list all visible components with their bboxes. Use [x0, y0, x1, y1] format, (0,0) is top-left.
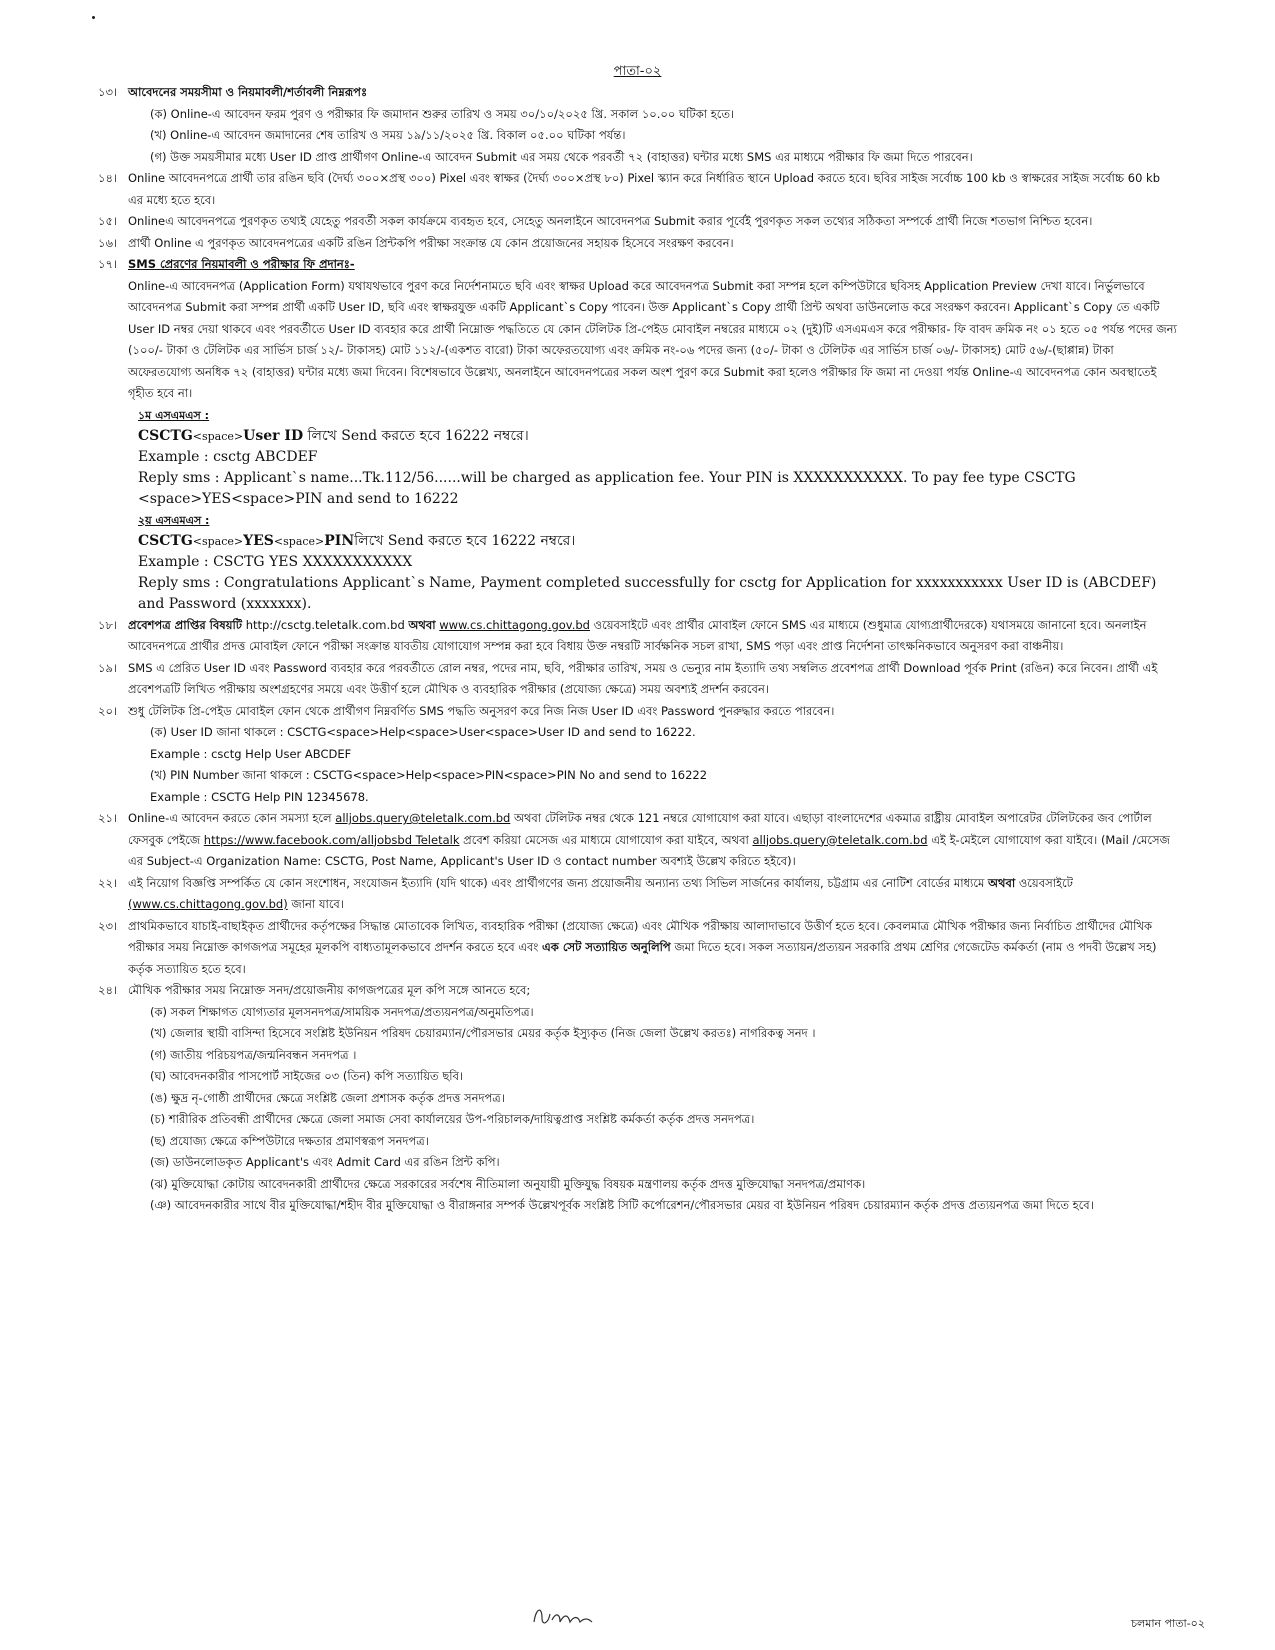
clause-sub-b: (খ) Online-এ আবেদন জমাদানের শেষ তারিখ ও সময় ১৯/১১/২০২৫ খ্রি. বিকাল ০৫.০০ ঘটিকা পর্যন্ত।	[150, 128, 626, 142]
clause-19	[98, 658, 1178, 701]
clause-text-1: প্রাথমিকভাবে যাচাই-বাছাইকৃত প্রার্থীদের কর্তৃপক্ষের সিদ্ধান্ত মোতাবেক লিখিত, ব্যবহারিক পরীক্ষা (প্রযোজ্য ক্ষেত্রে) এবং মৌখিক পরীক্ষায় আলাদাভাবে উত্তীর্ণ হতে হবে। কেবলমাত্র মৌখিক পরীক্ষার জন্য নির্বাচিত প্রার্থীদের মৌখিক পরীক্ষার সময় নিম্নোক্ত কাগজপত্র সমূহের মূলকপি বাধ্যতামূলকভাবে প্রদর্শন করতে হবে এবং	[128, 918, 1153, 954]
clause-text: মৌখিক পরীক্ষার সময় নিম্নোক্ত সনদ/প্রয়োজনীয় কাগজপত্রের মূল কপি সঙ্গে আনতে হবে;	[128, 983, 531, 997]
website-link[interactable]: (www.cs.chittagong.gov.bd)	[128, 897, 288, 911]
sms2-command	[138, 531, 1178, 552]
scan-speck	[92, 16, 95, 19]
clause-number: ২১।	[98, 811, 118, 825]
clause-21	[98, 808, 1178, 873]
clause-number: ২২।	[98, 875, 118, 890]
email-link[interactable]: alljobs.query@teletalk.com.bd	[335, 811, 511, 825]
clause-22	[98, 873, 1178, 916]
sms2-cmd-b: <space>	[192, 534, 244, 548]
doc-list-item: (গ) জাতীয় পরিচয়পত্র/জন্মনিবন্ধন সনদপত্র ।	[150, 1047, 357, 1062]
clause-number: ১৬।	[98, 235, 118, 250]
clause-text-2: ওয়েবসাইটে	[1018, 875, 1073, 890]
continued-label: চলমান পাতা-০২	[1131, 1617, 1205, 1630]
doc-list-item: (জ) ডাউনলোডকৃত Applicant's এবং Admit Card এর রঙিন প্রিন্ট কপি।	[150, 1155, 500, 1169]
clause-number: ১৭।	[98, 257, 118, 271]
sms1-command	[138, 426, 1178, 447]
or-word: অথবা	[408, 617, 436, 632]
clause-title: SMS প্রেরণের নিয়মাবলী ও পরীক্ষার ফি প্রদানঃ-	[128, 257, 355, 271]
clause-text-4: এই ই-মেইলে যোগাযোগ করা যাইবে। (Mail /মেসেজ এর Subject-এ Organization Name: CSCTG, Post Name, Applicant's User ID ও contact number অবশ্যই উল্লেখ করিতে হইবে)।	[128, 832, 1170, 868]
clause-text-2: অথবা টেলিটক নম্বর থেকে 121 নম্বরে যোগাযোগ করা যাবে। এছাড়া বাংলাদেশের একমাত্র রাষ্ট্রীয় মোবাইল অপারেটর টেলিটকের জব পোর্টাল ফেসবুক পেইজে	[128, 811, 1152, 847]
sms2-cmd-f: লিখে Send করতে হবে 16222 নম্বরে।	[354, 532, 576, 549]
clause-number: ১৩।	[98, 85, 118, 99]
facebook-link[interactable]: https://www.facebook.com/alljobsbd Teletalk	[203, 832, 460, 847]
doc-list-item: (ঝ) মুক্তিযোদ্ধা কোটায় আবেদনকারী প্রার্থীদের ক্ষেত্রে সরকারের সর্বশেষ নীতিমালা অনুযায়ী মুক্তিযুদ্ধ বিষয়ক মন্ত্রণালয় কর্তৃক প্রদত্ত মুক্তিযোদ্ধা সনদপত্র/প্রমাণক।	[150, 1176, 866, 1191]
clause-number: ২০।	[98, 703, 118, 718]
doc-list-item: (ঙ) ক্ষুদ্র নৃ-গোষ্ঠী প্রার্থীদের ক্ষেত্রে সংশ্লিষ্ট জেলা প্রশাসক কর্তৃক প্রদত্ত সনদপত্র।	[150, 1090, 505, 1105]
clause-number: ২৩।	[98, 918, 118, 933]
admit-url-link[interactable]: http://csctg.teletalk.com.bd	[245, 617, 405, 632]
sms1-example: Example : csctg ABCDEF	[138, 448, 318, 465]
sms2-cmd-e: PIN	[324, 532, 355, 549]
sms-instructions	[98, 405, 1178, 615]
clause-text: Online-এ আবেদনপত্র (Application Form) যথাযথভাবে পুরণ করে নির্দেশনামতে ছবি এবং স্বাক্ষর Upload করে আবেদনপত্র Submit করা সম্পন্ন হলে কম্পিউটারে ছবিসহ Application Preview দেখা যাবে। নির্ভুলভাবে আবেদনপত্র Submit করা সম্পন্ন প্রার্থী একটি User ID, ছবি এবং স্বাক্ষরযুক্ত একটি Applicant`s Copy পাবেন। উক্ত Applicant`s Copy প্রার্থী প্রিন্ট অথবা ডাউনলোড করে সংরক্ষণ করবেন। Applicant`s Copy তে একটি User ID নম্বর দেয়া থাকবে এবং পরবর্তীতে User ID ব্যবহার করে প্রার্থী নিম্নোক্ত পদ্ধতিতে যে কোন টেলিটক প্রি-পেইড মোবাইল নম্বরের মাধ্যমে ০২ (দুই)টি এসএমএস করে পরীক্ষার- ফি বাবদ ক্রমিক নং ০১ হতে ০৫ পর্যন্ত পদের জন্য (১০০/- টাকা ও টেলিটক এর সার্ভিস চার্জ ১২/- টাকাসহ) মোট ১১২/-(একশত বারো) টাকা অফেরতযোগ্য এবং ক্রমিক নং-০৬ পদের জন্য (৫০/- টাকা ও টেলিটক এর সার্ভিস চার্জ ০৬/- টাকাসহ) মোট ৫৬/-(ছাপ্পান্ন) টাকা অফেরতযোগ্য অনধিক ৭২ (বাহাত্তর) ঘন্টার মধ্যে জমা দিবেন। বিশেষভাবে উল্লেখ্য, অনলাইনে আবেদনপত্রের সকল অংশ পুরণ করে Submit করা হলেও পরীক্ষার ফি জমা না দেওয়া পর্যন্ত Online-এ আবেদনপত্র কোন অবস্থাতেই গৃহীত হবে না।	[128, 278, 1177, 400]
clause-sub-a: (ক) Online-এ আবেদন ফরম পুরণ ও পরীক্ষার ফি জমাদান শুরুর তারিখ ও সময় ৩০/১০/২০২৫ খ্রি. সকাল ১০.০০ ঘটিকা হতে।	[150, 106, 735, 121]
page-number: পাতা-০২	[613, 64, 662, 79]
clause-text-3: জানা যাবে।	[291, 897, 344, 911]
doc-list-item: (ক) সকল শিক্ষাগত যোগ্যতার মূলসনদপত্র/সাময়িক সনদপত্র/প্রত্যয়নপত্র/অনুমতিপত্র।	[150, 1004, 534, 1019]
clause-18	[98, 615, 1178, 658]
clause-text: Online আবেদনপত্রে প্রার্থী তার রঙিন ছবি (দৈর্ঘ্য ৩০০×প্রস্থ ৩০০) Pixel এবং স্বাক্ষর (দৈর্ঘ্য ৩০০×প্রস্থ ৮০) Pixel স্ক্যান করে নির্ধারিত স্থানে Upload করতে হবে। ছবির সাইজ সর্বোচ্চ 100 kb ও স্বাক্ষরের সাইজ সর্বোচ্চ 60 kb এর মধ্যে হতে হবে।	[128, 171, 1160, 207]
document-body	[98, 82, 1178, 1217]
sms1-cmd-d: লিখে Send করতে হবে 16222 নম্বরে।	[303, 427, 529, 444]
clause-text: ওয়েবসাইটে এবং প্রার্থীর মোবাইল ফোনে SMS এর মাধ্যমে (শুধুমাত্র যোগ্যপ্রার্থীদেরকে) যথাসময়ে জানানো হবে। অনলাইন আবেদনপত্রে প্রার্থীর প্রদত্ত মোবাইল ফোনে পরীক্ষা সংক্রান্ত যাবতীয় যোগাযোগ সম্পন্ন করা হবে বিধায় উক্ত নম্বরটি সার্বক্ষনিক সচল রাখা, SMS পড়া এবং প্রাপ্ত নির্দেশনা তাৎক্ষনিকভাবে অনুসরণ করা বাঞ্চনীয়।	[128, 617, 1147, 653]
clause-text: শুধু টেলিটক প্রি-পেইড মোবাইল ফোন থেকে প্রার্থীগণ নিম্নবর্ণিত SMS পদ্ধতি অনুসরণ করে নিজ নিজ User ID এবং Password পুনরুদ্ধার করতে পারবেন।	[128, 703, 835, 718]
clause-text-2: জমা দিতে হবে। সকল সত্যায়ন/প্রত্যয়ন সরকারি প্রথম শ্রেণির গেজেটেড কর্মকর্তা (নাম ও পদবী উল্লেখ সহ) কর্তৃক সত্যায়িত হতে হবে।	[128, 940, 1157, 976]
clause-title: আবেদনের সময়সীমা ও নিয়মাবলী/শর্তাবলী নিম্নরূপঃ	[128, 85, 368, 99]
clause-number: ১৫।	[98, 214, 118, 228]
sms1-cmd-b: <space>	[192, 429, 244, 443]
clause-24	[98, 980, 1178, 1217]
clause-16	[98, 233, 1178, 255]
sms2-heading: ২য় এসএমএস :	[138, 513, 210, 527]
sms2-reply: Reply sms : Congratulations Applicant`s Name, Payment completed successfully for csctg for Application for xxxxxxxxxxx User ID is (ABCDEF) and Password (xxxxxxx).	[138, 574, 1157, 612]
sms1-cmd-c: User ID	[243, 427, 304, 444]
clause-23	[98, 916, 1178, 981]
clause-text-3: প্রবেশ করিয়া মেসেজ এর মাধ্যমে যোগাযোগ করা যাইবে, অথবা	[463, 832, 749, 847]
clause-sub-b-example: Example : CSCTG Help PIN 12345678.	[150, 789, 369, 804]
clause-text: প্রার্থী Online এ পুরণকৃত আবেদনপত্রের একটি রঙিন প্রিন্টকপি পরীক্ষা সংক্রান্ত যে কোন প্রয়োজনের সহায়ক হিসেবে সংরক্ষণ করবেন।	[128, 235, 734, 250]
email-link-2[interactable]: alljobs.query@teletalk.com.bd	[752, 832, 928, 847]
sms1-reply: Reply sms : Applicant`s name...Tk.112/56......will be charged as application fee. Your PIN is XXXXXXXXXXX. To pay fee type CSCTG <space>YES<space>PIN and send to 16222	[138, 469, 1076, 507]
clause-14	[98, 168, 1178, 211]
doc-list-item: (ঘ) আবেদনকারীর পাসপোর্ট সাইজের ০৩ (তিন) কপি সত্যায়িত ছবি।	[150, 1069, 464, 1083]
doc-list-item: (ছ) প্রযোজ্য ক্ষেত্রে কম্পিউটারে দক্ষতার প্রমাণস্বরূপ সনদপত্র।	[150, 1133, 429, 1148]
clause-text: Onlineএ আবেদনপত্রে পুরণকৃত তথ্যই যেহেতু পরবর্তী সকল কার্যক্রমে ব্যবহৃত হবে, সেহেতু অনলাইনে আবেদনপত্র Submit করার পূর্বেই পুরণকৃত সকল তথ্যের সঠিকতা সম্পর্কে প্রার্থী নিজে শতভাগ নিশ্চিত হবেন।	[128, 214, 1093, 228]
clause-text-1: এই নিয়োগ বিজ্ঞপ্তি সম্পর্কিত যে কোন সংশোধন, সংযোজন ইত্যাদি (যদি থাকে) এবং প্রার্থীগণের জন্য প্রয়োজনীয় অন্যান্য তথ্য সিভিল সার্জনের কার্যালয়, চট্টগ্রাম এর নোটিশ বোর্ডের মাধ্যমে	[128, 875, 985, 890]
clause-15	[98, 211, 1178, 233]
clause-number: ১৯।	[98, 660, 118, 675]
clause-17	[98, 254, 1178, 405]
clause-bold: এক সেট সত্যায়িত অনুলিপি	[542, 940, 671, 954]
clause-sub-a: (ক) User ID জানা থাকলে : CSCTG<space>Help<space>User<space>User ID and send to 16222.	[150, 725, 696, 739]
sms2-cmd-a: CSCTG	[138, 532, 193, 549]
clause-sub-b: (খ) PIN Number জানা থাকলে : CSCTG<space>Help<space>PIN<space>PIN No and send to 16222	[150, 768, 708, 782]
clause-20	[98, 701, 1178, 809]
clause-sub-c: (গ) উক্ত সময়সীমার মধ্যে User ID প্রাপ্ত প্রার্থীগণ Online-এ আবেদন Submit এর সময় থেকে পরবর্তী ৭২ (বাহাত্তর) ঘন্টার মধ্যে SMS এর মাধ্যমে পরীক্ষার ফি জমা দিতে পারবেন।	[150, 149, 973, 164]
clause-text-1: Online-এ আবেদন করতে কোন সমস্যা হলে	[128, 811, 332, 825]
sms1-cmd-a: CSCTG	[138, 427, 193, 444]
clause-sub-a-example: Example : csctg Help User ABCDEF	[150, 746, 352, 761]
sms2-cmd-c: YES	[243, 532, 274, 549]
or-word: অথবা	[988, 875, 1016, 890]
doc-list-item: (চ) শারীরিক প্রতিবন্ধী প্রার্থীদের ক্ষেত্রে জেলা সমাজ সেবা কার্যালয়ের উপ-পরিচালক/দায়িত্বপ্রাপ্ত সংশ্লিষ্ট কর্মকর্তা কর্তৃক প্রদত্ত সনদপত্র।	[150, 1112, 755, 1126]
doc-list-item: (খ) জেলার স্থায়ী বাসিন্দা হিসেবে সংশ্লিষ্ট ইউনিয়ন পরিষদ চেয়ারম্যান/পৌরসভার মেয়র কর্তৃক ইস্যুকৃত (নিজ জেলা উল্লেখ করতঃ) নাগরিকত্ব সনদ ।	[150, 1026, 816, 1040]
website-link[interactable]: www.cs.chittagong.gov.bd	[439, 617, 590, 632]
clause-number: ২৪।	[98, 983, 118, 997]
clause-13	[98, 82, 1178, 168]
clause-lead: প্রবেশপত্র প্রাপ্তির বিষয়টি	[128, 617, 243, 632]
clause-number: ১৮।	[98, 617, 118, 632]
doc-list-item: (ঞ) আবেদনকারীর সাথে বীর মুক্তিযোদ্ধা/শহীদ বীর মুক্তিযোদ্ধা ও বীরাঙ্গনার সম্পর্ক উল্লেখপূর্বক সংশ্লিষ্ট সিটি কর্পোরেশন/পৌরসভার মেয়র বা ইউনিয়ন পরিষদ চেয়ারম্যান কর্তৃক প্রদত্ত প্রত্যয়নপত্র জমা দিতে হবে।	[150, 1198, 1094, 1212]
clause-text: SMS এ প্রেরিত User ID এবং Password ব্যবহার করে পরবর্তীতে রোল নম্বর, পদের নাম, ছবি, পরীক্ষার তারিখ, সময় ও ভেন্যুর নাম ইত্যাদি তথ্য সম্বলিত প্রবেশপত্র প্রার্থী Download পূর্বক Print (রঙিন) করে নিবেন। প্রার্থী এই প্রবেশপত্রটি লিখিত পরীক্ষায় অংশগ্রহণের সময়ে এবং উত্তীর্ণ হলে মৌখিক ও ব্যবহারিক পরীক্ষার (প্রযোজ্য ক্ষেত্রে) সময় অবশ্যই প্রদর্শন করবেন।	[128, 660, 1158, 696]
sms2-example: Example : CSCTG YES XXXXXXXXXXX	[138, 553, 413, 570]
clause-number: ১৪।	[98, 171, 118, 185]
sms1-heading: ১ম এসএমএস :	[138, 408, 210, 422]
sms2-cmd-d: <space>	[273, 534, 325, 548]
signature	[530, 1600, 610, 1630]
